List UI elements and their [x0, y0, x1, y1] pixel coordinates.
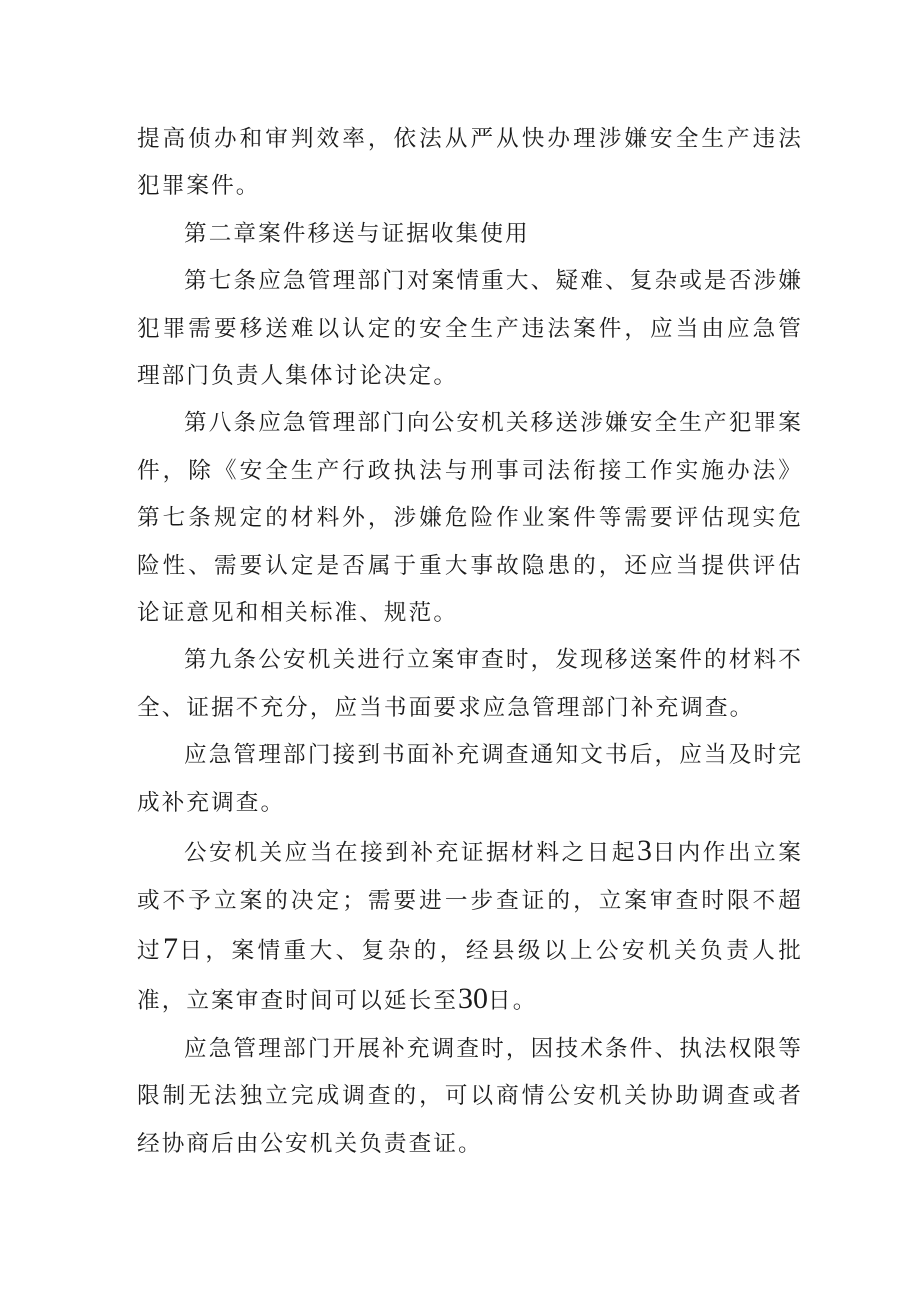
paragraph-supplementary-investigation: 应急管理部门接到书面补充调查通知文书后，应当及时完成补充调查。	[137, 742, 803, 816]
text-segment: 公安机关应当在接到补充证据材料之日起	[184, 840, 637, 867]
paragraph-p1: 提高侦办和审判效率，依法从严从快办理涉嫌安全生产违法犯罪案件。	[137, 126, 803, 200]
article-7: 第七条应急管理部门对案情重大、疑难、复杂或是否涉嫌犯罪需要移送难以认定的安全生产违法案件，应当由应急管理部门负责人集体讨论决定。	[137, 268, 803, 390]
text-segment: 日内作出立案或不予立案的决定；需要进一步查证的，立案审查时限不超过	[137, 840, 803, 964]
paragraph-filing-time-limits	[137, 827, 803, 1026]
article-8: 第八条应急管理部门向公安机关移送涉嫌安全生产犯罪案件，除《安全生产行政执法与刑事司法衔接工作实施办法》第七条规定的材料外，涉嫌危险作业案件等需要评估现实危险性、需要认定是否属于重大事故隐患的，还应当提供评估论证意见和相关标准、规范。	[137, 410, 803, 627]
article-9: 第九条公安机关进行立案审查时，发现移送案件的材料不全、证据不充分，应当书面要求应急管理部门补充调查。	[137, 647, 803, 721]
number-days-7: 7	[163, 931, 179, 965]
text-segment: 日，案情重大、复杂的，经县级以上公安机关负责人批准，立案审查时间可以延长至	[137, 937, 803, 1015]
text-segment: 日。	[488, 988, 538, 1015]
number-days-30: 30	[458, 982, 489, 1016]
paragraph-assistance: 应急管理部门开展补充调查时，因技术条件、执法权限等限制无法独立完成调查的，可以商情公安机关协助调查或者经协商后由公安机关负责查证。	[137, 1035, 803, 1157]
number-days-3: 3	[636, 834, 652, 868]
document-body	[137, 116, 803, 1168]
chapter-heading: 第二章案件移送与证据收集使用	[184, 220, 530, 247]
